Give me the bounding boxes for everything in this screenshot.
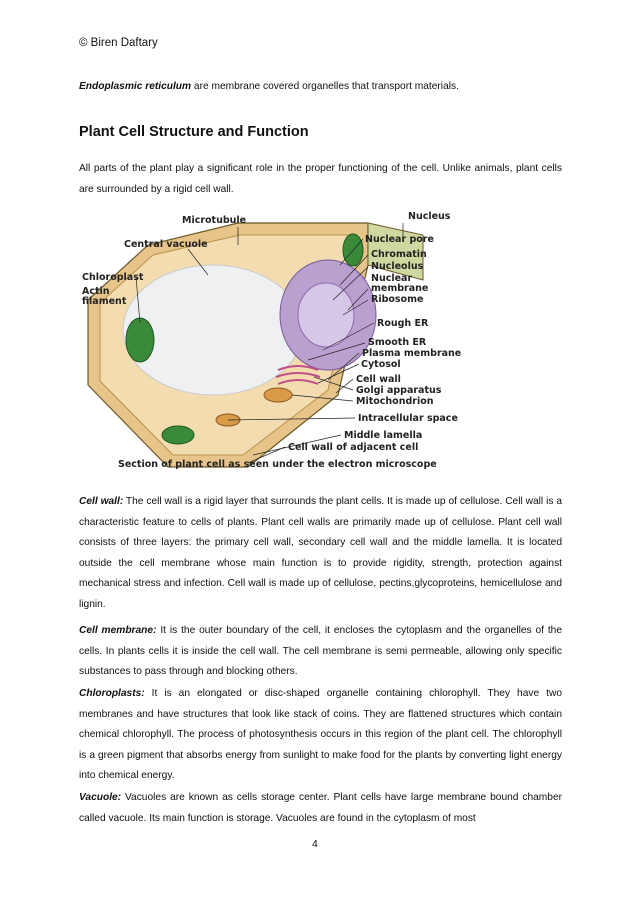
label-microtubule: Microtubule: [182, 215, 247, 226]
label-actin: Actin: [82, 286, 110, 297]
label-filament: filament: [82, 296, 127, 307]
chloroplasts-term: Chloroplasts:: [79, 688, 145, 699]
label-nuclear: Nuclear: [371, 273, 413, 284]
label-golgi: Golgi apparatus: [356, 385, 442, 396]
cell-membrane-paragraph: [79, 621, 562, 683]
label-cytosol: Cytosol: [361, 359, 401, 370]
cell-membrane-text: It is the outer boundary of the cell, it encloses the cytoplasm and the organelles of the cells. In plants cells it is inside the cell wall. The cell membrane is semi permeable, allowing only specific substances to pass through and blocking others.: [79, 625, 562, 677]
label-central-vacuole: Central vacuole: [124, 239, 208, 250]
plant-cell-figure: [78, 205, 478, 475]
label-middle-lamella: Middle lamella: [344, 430, 423, 441]
chloroplasts-text: It is an elongated or disc-shaped organelle containing chlorophyll. They have two membranes and have structures that look like stack of coins. They are flattened structures which contain chemical chlorophyll. The process of photosynthesis occurs in this region of the plant cell. The chlorophyll is a green pigment that absorbs energy from sunlight to make food for the plants by converting light energy into chemical energy.: [79, 688, 562, 781]
figure-caption: Section of plant cell as seen under the electron microscope: [118, 459, 437, 470]
label-cell-wall: Cell wall: [356, 374, 401, 385]
label-rough-er: Rough ER: [377, 318, 429, 329]
cell-wall-text: The cell wall is a rigid layer that surrounds the plant cells. It is made up of cellulose. Cell wall is a characteristic feature to cells of plants. Plant cell walls are primarily made up of cellulose. Plant cell wall consists of three layers: the primary cell wall, secondary cell wall and the middle lamella. It is located outside the cell membrane whose main function is to provide rigidity, strength, protection against mechanical stress and infection. Cell wall is made up of cellulose, pectins,glycoproteins, hemicellulose and lignin.: [79, 496, 562, 610]
label-membrane: membrane: [371, 283, 429, 294]
mitochondrion-shape: [264, 388, 292, 402]
vacuole-text: Vacuoles are known as cells storage center. Plant cells have large membrane bound chamber called vacuole. Its main function is storage. Vacuoles are found in the cytoplasm of most: [79, 792, 562, 824]
cell-wall-paragraph: [79, 492, 562, 615]
plant-cell-diagram: [78, 205, 478, 475]
label-nuclear-pore: Nuclear pore: [365, 234, 434, 245]
label-smooth-er: Smooth ER: [368, 337, 427, 348]
label-plasma-membrane: Plasma membrane: [362, 348, 462, 359]
page-header: © Biren Daftary: [79, 37, 158, 49]
chloroplast-shape: [126, 318, 154, 362]
intro-paragraph: All parts of the plant play a significant role in the proper functioning of the cell. Unlike animals, plant cells are surrounded by a rigid cell wall.: [79, 163, 562, 195]
label-mitochondrion: Mitochondrion: [356, 396, 434, 407]
label-chromatin: Chromatin: [371, 249, 427, 260]
label-ribosome: Ribosome: [371, 294, 424, 305]
vacuole-paragraph: [79, 788, 562, 829]
chloroplasts-paragraph: [79, 684, 562, 787]
cell-membrane-term: Cell membrane:: [79, 625, 157, 636]
cell-wall-term: Cell wall:: [79, 496, 124, 507]
er-paragraph: [79, 77, 562, 98]
page-number: 4: [312, 838, 318, 850]
label-chloroplast: Chloroplast: [82, 272, 144, 283]
vacuole-term: Vacuole:: [79, 792, 122, 803]
er-text: are membrane covered organelles that transport materials.: [191, 81, 459, 92]
er-term: Endoplasmic reticulum: [79, 81, 192, 92]
label-intracellular-space: Intracellular space: [358, 413, 458, 424]
label-nucleus: Nucleus: [408, 211, 451, 222]
label-cell-wall-adjacent: Cell wall of adjacent cell: [288, 442, 419, 453]
section-title: Plant Cell Structure and Function: [79, 124, 309, 140]
label-nucleolus: Nucleolus: [371, 261, 424, 272]
